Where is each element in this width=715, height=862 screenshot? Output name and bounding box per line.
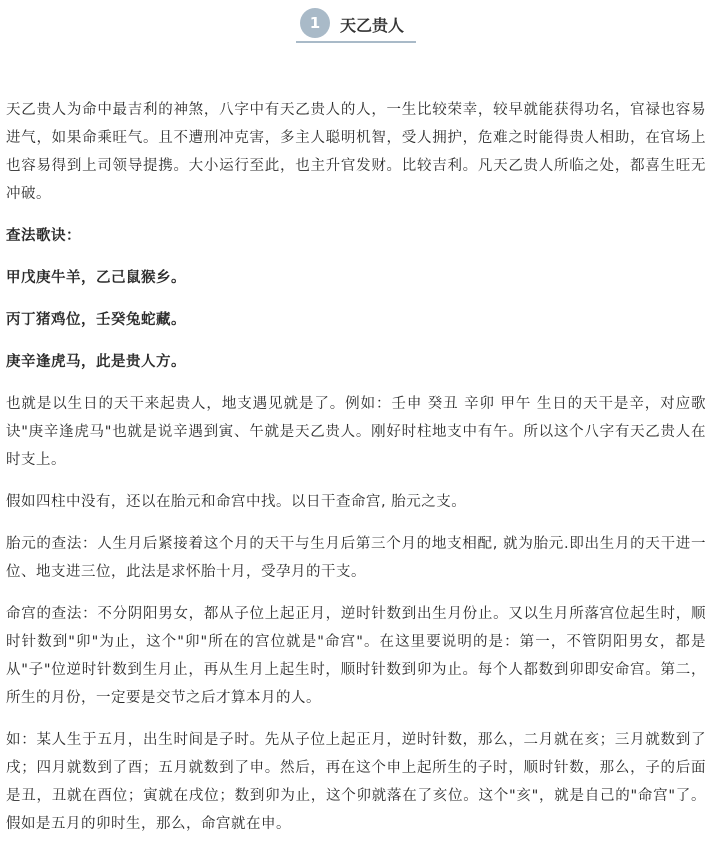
taiyuan-paragraph: 胎元的查法：人生月后紧接着这个月的天干与生月后第三个月的地支相配, 就为胎元.即出生月的天干进一位、地支进三位，此法是求怀胎十月，受孕月的干支。 (6, 536, 706, 580)
intro-paragraph: 天乙贵人为命中最吉利的神煞，八字中有天乙贵人的人，一生比较荣幸，较早就能获得功名，官禄也容易进气，如果命乘旺气。且不遭刑冲克害，多主人聪明机智，受人拥护，危难之时能得贵人相助，在官场上也容易得到上司领导提携。大小运行至此，也主升官发财。比较吉利。凡天乙贵人所临之处，都喜生旺无冲破。 (6, 102, 706, 202)
rhyme-line-3: 庚辛逢虎马，此是贵人方。 (6, 354, 186, 370)
section-header (296, 8, 416, 44)
section-number-badge: 1 (300, 8, 330, 38)
article-body (6, 96, 706, 852)
minggong-paragraph: 命宫的查法：不分阴阳男女，都从子位上起正月，逆时针数到出生月份止。又以生月所落宫位起生时，顺时针数到"卯"为止，这个"卯"所在的宫位就是"命宫"。在这里要说明的是：第一，不管阴阳男女，都是从"子"位逆时针数到生月止，再从生月上起生时，顺时针数到卯为止。每个人都数到卯即安命宫。第二，所生的月份，一定要是交节之后才算本月的人。 (6, 606, 706, 706)
minggong-example-paragraph: 如：某人生于五月，出生时间是子时。先从子位上起正月，逆时针数，那么，二月就在亥；三月就数到了戌；四月就数到了酉；五月就数到了申。然后，再在这个申上起所生的子时，顺时针数，那么，子的后面是丑，丑就在酉位；寅就在戌位；数到卯为止，这个卯就落在了亥位。这个"亥"，就是自己的"命宫"了。假如是五月的卯时生，那么，命宫就在申。 (6, 732, 706, 832)
rhyme-heading: 查法歌诀： (6, 228, 81, 244)
rhyme-line-2: 丙丁猪鸡位，壬癸兔蛇藏。 (6, 312, 186, 328)
rhyme-line-1: 甲戊庚牛羊，乙己鼠猴乡。 (6, 270, 186, 286)
header-underline (296, 41, 416, 43)
example-paragraph: 也就是以生日的天干来起贵人，地支遇见就是了。例如：壬申 癸丑 辛卯 甲午 生日的天干是辛，对应歌诀"庚辛逢虎马"也就是说辛遇到寅、午就是天乙贵人。刚好时柱地支中有午。所以这个八字有天乙贵人在时支上。 (6, 396, 706, 468)
section-title: 天乙贵人 (340, 16, 405, 35)
fallback-paragraph: 假如四柱中没有，还以在胎元和命宫中找。以日干查命宫, 胎元之支。 (6, 494, 467, 510)
